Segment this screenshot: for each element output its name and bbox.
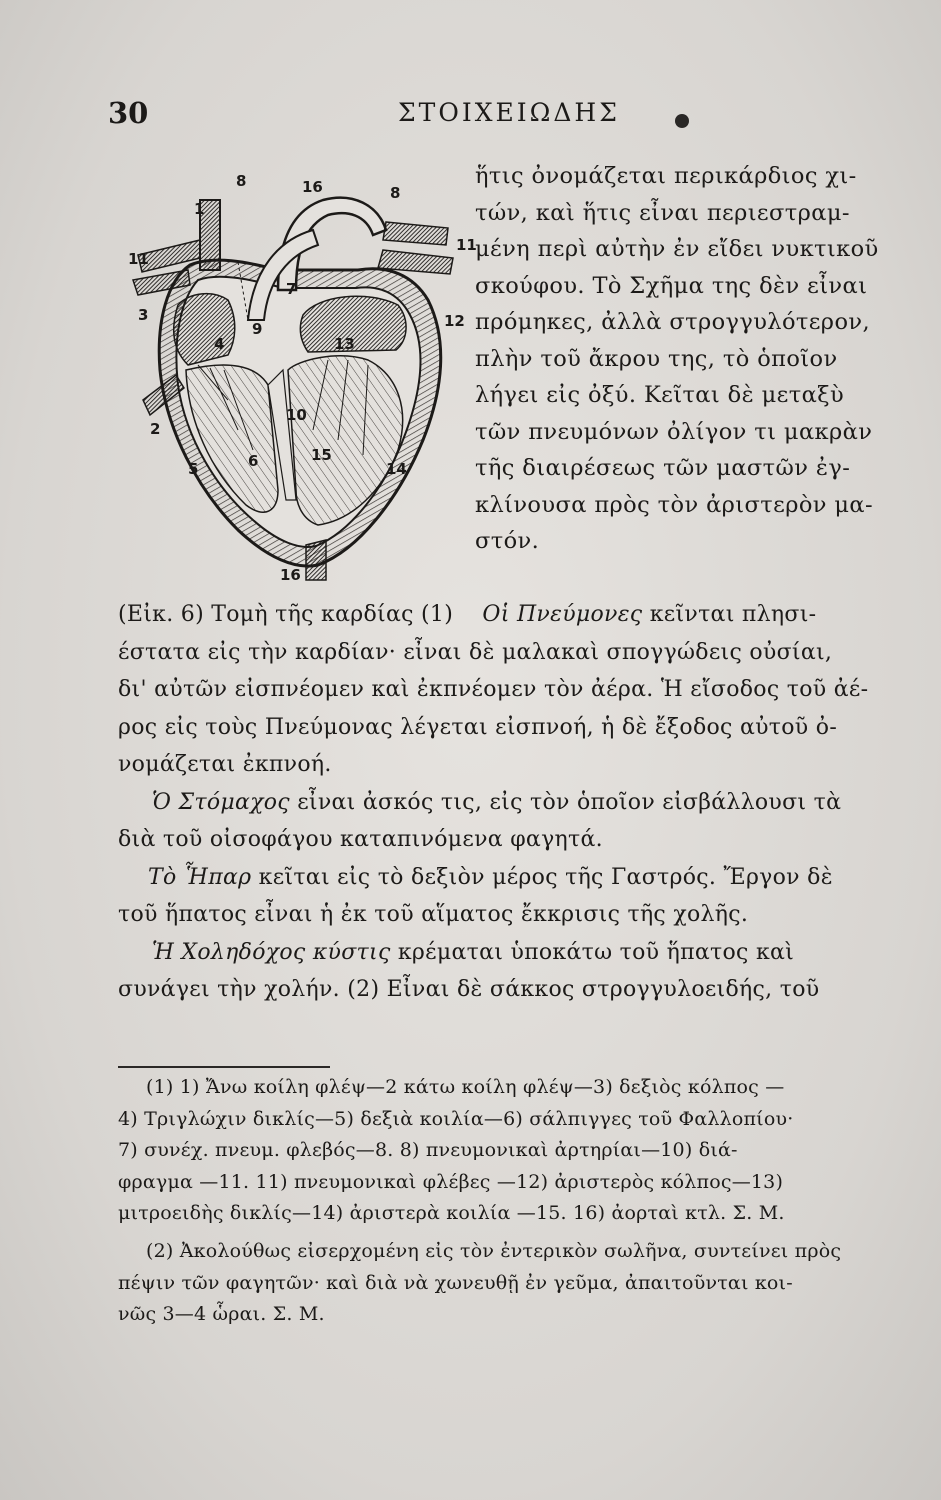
text-line: δι' αὐτῶν εἰσπνέομεν καὶ ἐκπνέομεν τὸν ἀέρα. Ἡ εἴσοδος τοῦ ἀέ- xyxy=(118,677,869,702)
footnote-rule xyxy=(118,1066,330,1068)
figure-label: 16 xyxy=(280,566,301,584)
gallbladder-paragraph-first-line xyxy=(118,934,898,972)
figure-label: 5 xyxy=(188,460,199,478)
figure-caption: (Εἰκ. 6) Τομὴ τῆς καρδίας (1) xyxy=(118,602,454,627)
text-line: διὰ τοῦ οἰσοφάγου καταπινόμενα φαγητά. xyxy=(118,827,603,852)
footnote-line: (1) 1) Ἄνω κοίλη φλέψ—2 κάτω κοίλη φλέψ—3) δεξιὸς κόλπος — xyxy=(146,1076,785,1098)
liver-paragraph-first-line xyxy=(118,859,898,897)
figure-label: 8 xyxy=(390,184,401,202)
text-run: κεῖται εἰς τὸ δεξιὸν μέρος τῆς Γαστρός. Ἔργον δὲ xyxy=(251,864,833,890)
figure-label: 10 xyxy=(286,406,307,424)
side-text-column xyxy=(475,158,895,560)
figure-label: 15 xyxy=(311,446,332,464)
figure-label: 1 xyxy=(194,200,205,218)
figure-label: 11 xyxy=(456,236,477,254)
figure-label: 16 xyxy=(302,178,323,196)
footnote-line: μιτροειδὴς δικλίς—14) ἀριστερὰ κοιλία —15. 16) ἀορταὶ κτλ. Σ. Μ. xyxy=(118,1202,785,1225)
figure-label: 4 xyxy=(214,335,225,353)
page-header xyxy=(108,96,828,136)
body-text xyxy=(118,596,898,1009)
figure-label: 11 xyxy=(128,250,149,268)
figure-label: 6 xyxy=(248,452,259,470)
text-line: τών, καὶ ἥτις εἶναι περιεστραμ- xyxy=(475,199,850,226)
figure-label: 7 xyxy=(286,280,297,298)
text-run: κεῖνται πλησι- xyxy=(642,602,817,627)
text-line: λήγει εἰς ὀξύ. Κεῖται δὲ μεταξὺ xyxy=(475,382,845,408)
term-stomach: Ὁ Στόμαχος xyxy=(152,789,290,815)
figure-label: 9 xyxy=(252,320,263,338)
figure-label: 3 xyxy=(138,306,149,324)
term-gallbladder: Ἡ Χοληδόχος κύστις xyxy=(152,939,391,965)
text-line: πρόμηκες, ἀλλὰ στρογγυλότερον, xyxy=(475,309,871,335)
figure-label: 2 xyxy=(150,420,161,438)
text-line: μένη περὶ αὐτὴν ἐν εἴδει νυκτικοῦ xyxy=(475,236,879,262)
figure-label: 13 xyxy=(334,335,355,353)
text-line: τῆς διαιρέσεως τῶν μαστῶν ἐγ- xyxy=(475,455,851,481)
text-line: στόν. xyxy=(475,528,540,554)
text-line: συνάγει τὴν χολήν. (2) Εἶναι δὲ σάκκος στρογγυλοειδής, τοῦ xyxy=(118,977,820,1002)
heart-illustration xyxy=(128,170,466,590)
figure-label: 8 xyxy=(236,172,247,190)
footnote-line: 4) Τριγλώχιν δικλίς—5) δεξιὰ κοιλία—6) σάλπιγγες τοῦ Φαλλοπίου· xyxy=(118,1107,794,1130)
page-number: 30 xyxy=(108,96,149,130)
footnote-line: νῶς 3—4 ὧραι. Σ. Μ. xyxy=(118,1303,325,1326)
term-lungs: Οἱ Πνεύμονες xyxy=(482,602,643,627)
heart-section-figure xyxy=(128,170,477,590)
text-run: κρέμαται ὑποκάτω τοῦ ἥπατος καὶ xyxy=(390,939,795,965)
text-line: έστατα εἰς τὴν καρδίαν· εἶναι δὲ μαλακαὶ σπογγώδεις οὐσίαι, xyxy=(118,639,833,665)
text-line: κλίνουσα πρὸς τὸν ἀριστερὸν μα- xyxy=(475,491,874,518)
footnote-line: (2) Ἀκολούθως εἰσερχομένη εἰς τὸν ἐντερικὸν σωλῆνα, συντείνει πρὸς xyxy=(146,1239,842,1262)
text-run: εἶναι ἀσκός τις, εἰς τὸν ὁποῖον εἰσβάλλουσι τὰ xyxy=(289,789,842,815)
footnote-line: πέψιν τῶν φαγητῶν· καὶ διὰ νὰ χωνευθῇ ἐν γεῦμα, ἀπαιτοῦνται κοι- xyxy=(118,1271,793,1294)
text-line: σκούφου. Τὸ Σχῆμα της δὲν εἶναι xyxy=(475,272,868,299)
footnotes xyxy=(118,1072,898,1331)
ink-blot xyxy=(675,114,689,128)
footnote-line: φραγμα —11. 11) πνευμονικαὶ φλέβες —12) ἀριστερὸς κόλπος—13) xyxy=(118,1170,784,1193)
figure-label: 14 xyxy=(386,460,407,478)
text-line: τῶν πνευμόνων ὀλίγον τι μακρὰν xyxy=(475,418,873,445)
footnote-line: 7) συνέχ. πνευμ. φλεβός—8. 8) πνευμονικαὶ ἀρτηρίαι—10) διά- xyxy=(118,1139,738,1162)
running-head: ΣΤΟΙΧΕΙΩΔΗΣ xyxy=(398,98,620,127)
term-liver: Τὸ Ἧπαρ xyxy=(148,864,252,890)
text-line: ἥτις ὀνομάζεται περικάρδιος χι- xyxy=(475,163,857,189)
figure-label: 12 xyxy=(444,312,465,330)
text-line: ρος εἰς τοὺς Πνεύμονας λέγεται εἰσπνοή, ἡ δὲ ἔξοδος αὐτοῦ ὀ- xyxy=(118,714,838,740)
stomach-paragraph-first-line xyxy=(118,784,898,822)
text-line: τοῦ ἥπατος εἶναι ἡ ἐκ τοῦ αἵματος ἔκκρισις τῆς χολῆς. xyxy=(118,902,749,927)
lungs-paragraph-first-line xyxy=(118,596,898,634)
text-line: νομάζεται ἐκπνοή. xyxy=(118,752,332,777)
text-line: πλὴν τοῦ ἄκρου της, τὸ ὁποῖον xyxy=(475,345,838,372)
